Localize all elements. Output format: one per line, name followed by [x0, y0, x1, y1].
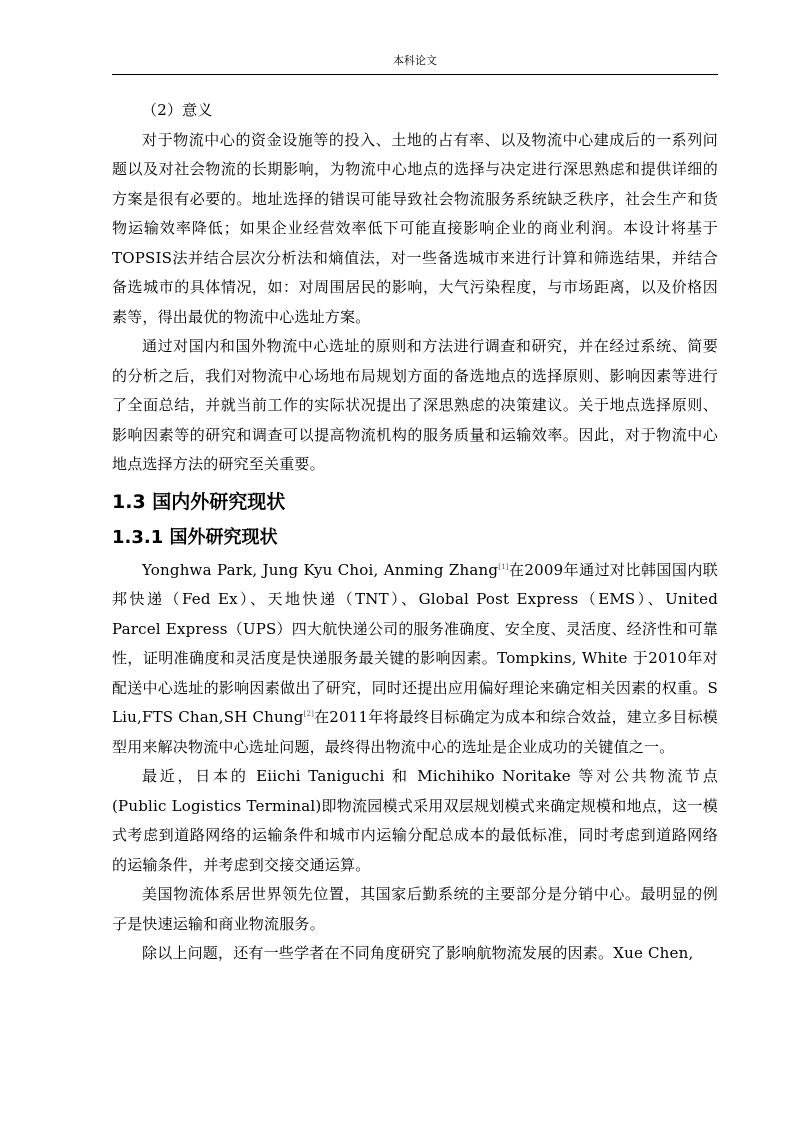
paragraph-text: Yonghwa Park, Jung Kyu Choi, Anming Zhang [142, 560, 499, 579]
paragraph: 除以上问题，还有一些学者在不同角度研究了影响航物流发展的因素。Xue Chen, [142, 944, 694, 962]
citation-ref[interactable]: [1] [498, 562, 509, 571]
page-body [112, 96, 718, 969]
paragraph: 最近，日本的 Eiichi Taniguchi 和 Michihiko Noritake 等对公共物流节点(Public Logistics Terminal)即物流园模式采用双层规划模式来确定规模和地点，这一模式考虑到道路网络的运输条件和城市内运输分配总成本的最低标准，同时考虑到道路网络的运输条件，并考虑到交接交通运算。 [112, 767, 718, 874]
subsection-label: （2）意义 [142, 101, 213, 119]
subsection-heading: 1.3.1 国外研究现状 [112, 526, 278, 548]
paragraph: 通过对国内和国外物流中心选址的原则和方法进行调查和研究，并在经过系统、简要的分析之后，我们对物流中心场地布局规划方面的备选地点的选择原则、影响因素等进行了全面总结，并就当前工作的实际状况提出了深思熟虑的决策建议。关于地点选择原则、影响因素等的研究和调查可以提高物流机构的服务质量和运输效率。因此，对于物流中心地点选择方法的研究至关重要。 [112, 337, 718, 473]
section-heading: 1.3 国内外研究现状 [112, 490, 286, 513]
page-header: 本科论文 [112, 54, 718, 75]
paragraph-text: 在2011年将最终目标确定为成本和综合效益，建立多目标模型用来解决物流中心选址问题，最终得出物流中心的选址是企业成功的关键值之一。 [112, 708, 718, 756]
paragraph-text: 在2009年通过对比韩国国内联邦快递（Fed Ex）、天地快递（TNT）、Global Post Express（EMS）、United Parcel Express（UPS）四大航快递公司的服务准确度、安全度、灵活度、经济性和可靠性，证明准确度和灵活度是快递服务最关键的影响因素。Tompkins, White 于2010年对配送中心选址的影响因素做出了研究，同时还提出应用偏好理论来确定相关因素的权重。S Liu,FTS Chan,SH Chung [112, 560, 718, 726]
paragraph: 美国物流体系居世界领先位置，其国家后勤系统的主要部分是分销中心。最明显的例子是快速运输和商业物流服务。 [112, 885, 718, 933]
paragraph: 对于物流中心的资金设施等的投入、土地的占有率、以及物流中心建成后的一系列问题以及对社会物流的长期影响，为物流中心地点的选择与决定进行深思熟虑和提供详细的方案是很有必要的。地址选择的错误可能导致社会物流服务系统缺乏秩序，社会生产和货物运输效率降低；如果企业经营效率低下可能直接影响企业的商业利润。本设计将基于TOPSIS法并结合层次分析法和熵值法，对一些备选城市来进行计算和筛选结果，并结合备选城市的具体情况，如：对周围居民的影响，大气污染程度，与市场距离，以及价格因素等，得出最优的物流中心选址方案。 [112, 130, 718, 326]
paragraph [112, 556, 718, 763]
citation-ref[interactable]: [2] [303, 710, 315, 718]
